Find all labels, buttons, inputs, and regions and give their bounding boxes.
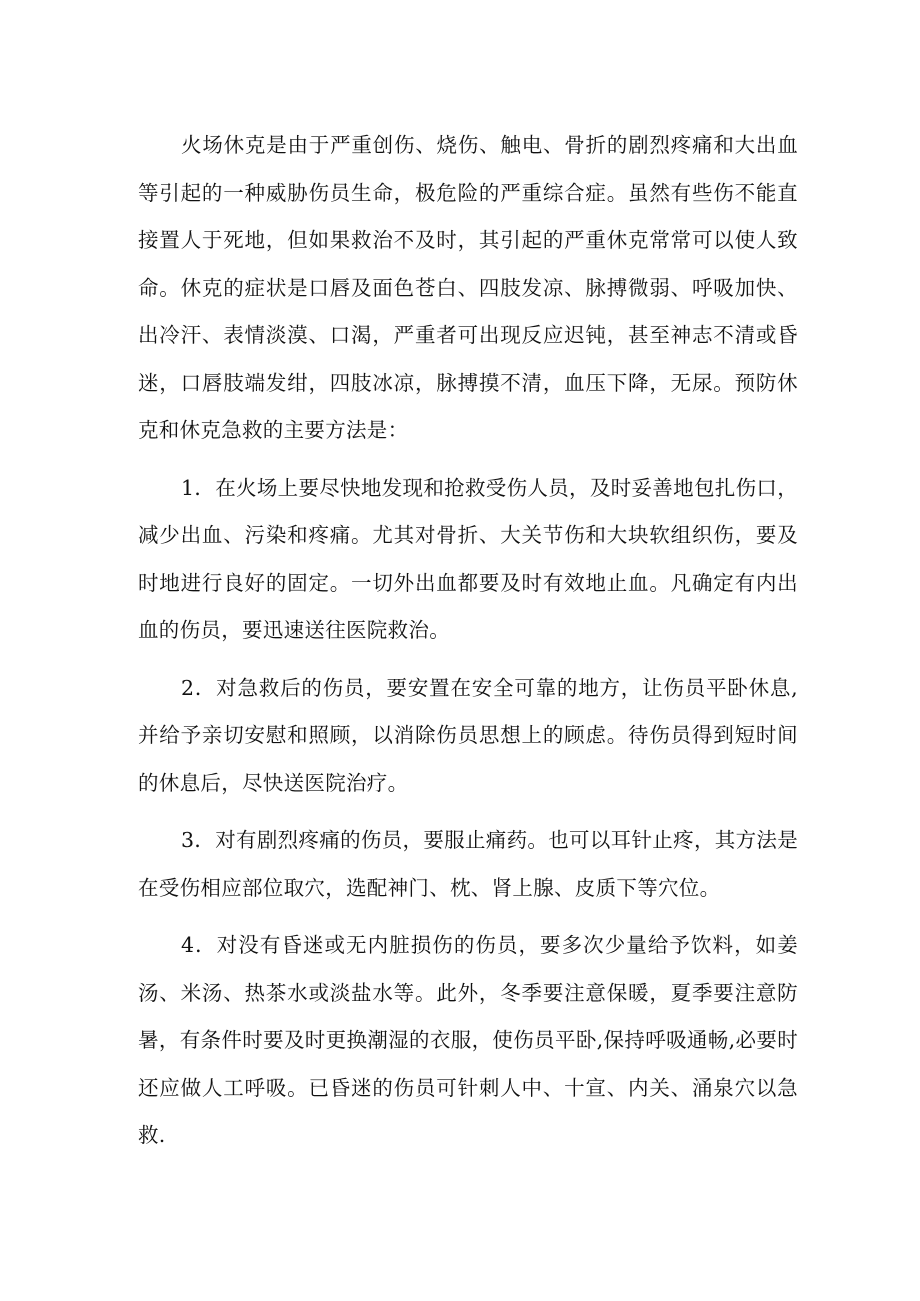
document-body: [138, 122, 798, 1160]
method-item-2: 2．对急救后的伤员，要安置在安全可靠的地方，让伤员平卧休息,并给予亲切安慰和照顾，以消除伤员思想上的顾虑。待伤员得到短时间的休息后，尽快送医院治疗。: [138, 675, 798, 795]
intro-paragraph: 火场休克是由于严重创伤、烧伤、触电、骨折的剧烈疼痛和大出血等引起的一种威胁伤员生命，极危险的严重综合症。虽然有些伤不能直接置人于死地，但如果救治不及时，其引起的严重休克常常可以使人致命。休克的症状是口唇及面色苍白、四肢发凉、脉搏微弱、呼吸加快、出冷汗、表情淡漠、口渴，严重者可出现反应迟钝，甚至神志不清或昏迷，口唇肢端发绀，四肢冰凉，脉搏摸不清，血压下降，无尿。预防休克和休克急救的主要方法是：: [138, 133, 798, 442]
method-item-1: 1．在火场上要尽快地发现和抢救受伤人员，及时妥善地包扎伤口，减少出血、污染和疼痛。尤其对骨折、大关节伤和大块软组织伤，要及时地进行良好的固定。一切外出血都要及时有效地止血。凡确定有内出血的伤员，要迅速送往医院救治。: [138, 475, 798, 642]
method-item-3: 3．对有剧烈疼痛的伤员，要服止痛药。也可以耳针止疼，其方法是在受伤相应部位取穴，选配神门、枕、肾上腺、皮质下等穴位。: [138, 828, 798, 900]
method-item-4: 4．对没有昏迷或无内脏损伤的伤员，要多次少量给予饮料，如姜汤、米汤、热茶水或淡盐水等。此外，冬季要注意保暖，夏季要注意防暑，有条件时要及时更换潮湿的衣服，使伤员平卧,保持呼吸通畅,必要时还应做人工呼吸。已昏迷的伤员可针刺人中、十宣、内关、涌泉穴以急救.: [138, 933, 798, 1147]
